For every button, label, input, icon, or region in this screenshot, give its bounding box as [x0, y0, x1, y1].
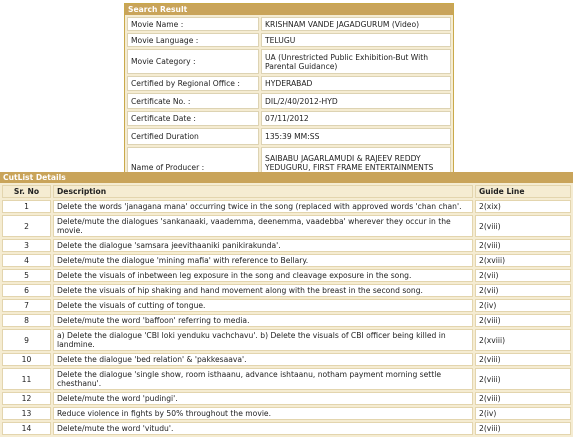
table-row: [2, 407, 571, 420]
guide-line-cell: 2(iv): [475, 299, 571, 312]
guide-line-cell: 2(viii): [475, 239, 571, 252]
cutlist-title: CutList Details: [0, 172, 573, 183]
sr-cell: 4: [2, 254, 51, 267]
sr-cell: 1: [2, 200, 51, 213]
guide-line-cell: 2(vii): [475, 284, 571, 297]
cutlist-table: [0, 183, 573, 437]
field-label: Certified by Regional Office :: [127, 76, 259, 91]
guide-line-cell: 2(xviii): [475, 254, 571, 267]
field-label: Movie Language :: [127, 33, 259, 47]
table-row: [2, 269, 571, 282]
field-label: Name of Producer :: [127, 147, 259, 187]
guide-line-cell: 2(xix): [475, 200, 571, 213]
table-row: [2, 284, 571, 297]
sr-cell: 8: [2, 314, 51, 327]
sr-cell: 5: [2, 269, 51, 282]
description-cell: Delete/mute the dialogue 'mining mafia' with reference to Bellary.: [53, 254, 473, 267]
field-value: 07/11/2012: [261, 111, 451, 126]
guide-line-cell: 2(viii): [475, 314, 571, 327]
table-row: [2, 239, 571, 252]
search-result-row: [127, 111, 451, 126]
table-row: [2, 353, 571, 366]
table-row: [2, 254, 571, 267]
guide-line-cell: 2(xviii): [475, 329, 571, 351]
field-value: SAIBABU JAGARLAMUDI & RAJEEV REDDY YEDUGURU, FIRST FRAME ENTERTAINMENTS: [261, 147, 451, 187]
search-result-row: [127, 17, 451, 31]
search-result-row: [127, 128, 451, 145]
sr-cell: 7: [2, 299, 51, 312]
description-cell: Delete the dialogue 'bed relation' & 'pakkesaava'.: [53, 353, 473, 366]
sr-cell: 10: [2, 353, 51, 366]
table-row: [2, 329, 571, 351]
search-result-row: [127, 49, 451, 74]
description-cell: Delete/mute the word 'vitudu'.: [53, 422, 473, 435]
description-cell: Delete/mute the word 'baffoon' referring to media.: [53, 314, 473, 327]
description-cell: Delete/mute the dialogues 'sankanaaki, vaademma, deenemma, vaadebba' wherever they occur in the movie.: [53, 215, 473, 237]
table-row: [2, 422, 571, 435]
field-value: HYDERABAD: [261, 76, 451, 91]
field-value: DIL/2/40/2012-HYD: [261, 93, 451, 109]
search-result-row: [127, 93, 451, 109]
cutlist-panel: [0, 172, 573, 437]
field-label: Movie Name :: [127, 17, 259, 31]
search-result-panel: [124, 3, 454, 190]
description-cell: Delete the visuals of inbetween leg exposure in the song and cleavage exposure in the song.: [53, 269, 473, 282]
search-result-row: [127, 33, 451, 47]
field-value: TELUGU: [261, 33, 451, 47]
search-result-table: [125, 15, 453, 189]
header-description: Description: [53, 185, 473, 198]
table-row: [2, 368, 571, 390]
sr-cell: 9: [2, 329, 51, 351]
guide-line-cell: 2(viii): [475, 353, 571, 366]
guide-line-cell: 2(vii): [475, 269, 571, 282]
field-value: KRISHNAM VANDE JAGADGURUM (Video): [261, 17, 451, 31]
sr-cell: 6: [2, 284, 51, 297]
description-cell: Delete the dialogue 'single show, room isthaanu, advance ishtaanu, notham payment morning settle chesthanu'.: [53, 368, 473, 390]
field-label: Certified Duration: [127, 128, 259, 145]
sr-cell: 13: [2, 407, 51, 420]
guide-line-cell: 2(viii): [475, 392, 571, 405]
table-row: [2, 200, 571, 213]
guide-line-cell: 2(viii): [475, 422, 571, 435]
description-cell: Delete/mute the word 'pudingi'.: [53, 392, 473, 405]
table-row: [2, 392, 571, 405]
sr-cell: 3: [2, 239, 51, 252]
description-cell: Reduce violence in fights by 50% throughout the movie.: [53, 407, 473, 420]
table-row: [2, 299, 571, 312]
guide-line-cell: 2(iv): [475, 407, 571, 420]
guide-line-cell: 2(viii): [475, 215, 571, 237]
table-row: [2, 215, 571, 237]
sr-cell: 12: [2, 392, 51, 405]
cutlist-header-row: [2, 185, 571, 198]
description-cell: Delete the words 'janagana mana' occurring twice in the song (replaced with approved words 'chan chan'.: [53, 200, 473, 213]
search-result-row: [127, 76, 451, 91]
search-result-title: Search Result: [125, 4, 453, 15]
sr-cell: 11: [2, 368, 51, 390]
header-guide-line: Guide Line: [475, 185, 571, 198]
description-cell: Delete the visuals of cutting of tongue.: [53, 299, 473, 312]
description-cell: a) Delete the dialogue 'CBI loki yenduku vachchavu'. b) Delete the visuals of CBI officer being killed in landmine.: [53, 329, 473, 351]
field-value: 135:39 MM:SS: [261, 128, 451, 145]
field-label: Movie Category :: [127, 49, 259, 74]
sr-cell: 14: [2, 422, 51, 435]
table-row: [2, 314, 571, 327]
sr-cell: 2: [2, 215, 51, 237]
description-cell: Delete the dialogue 'samsara jeevithaaniki panikirakunda'.: [53, 239, 473, 252]
guide-line-cell: 2(viii): [475, 368, 571, 390]
field-label: Certificate No. :: [127, 93, 259, 109]
field-value: UA (Unrestricted Public Exhibition-But With Parental Guidance): [261, 49, 451, 74]
description-cell: Delete the visuals of hip shaking and hand movement along with the breast in the second song.: [53, 284, 473, 297]
header-sr-no: Sr. No: [2, 185, 51, 198]
field-label: Certificate Date :: [127, 111, 259, 126]
